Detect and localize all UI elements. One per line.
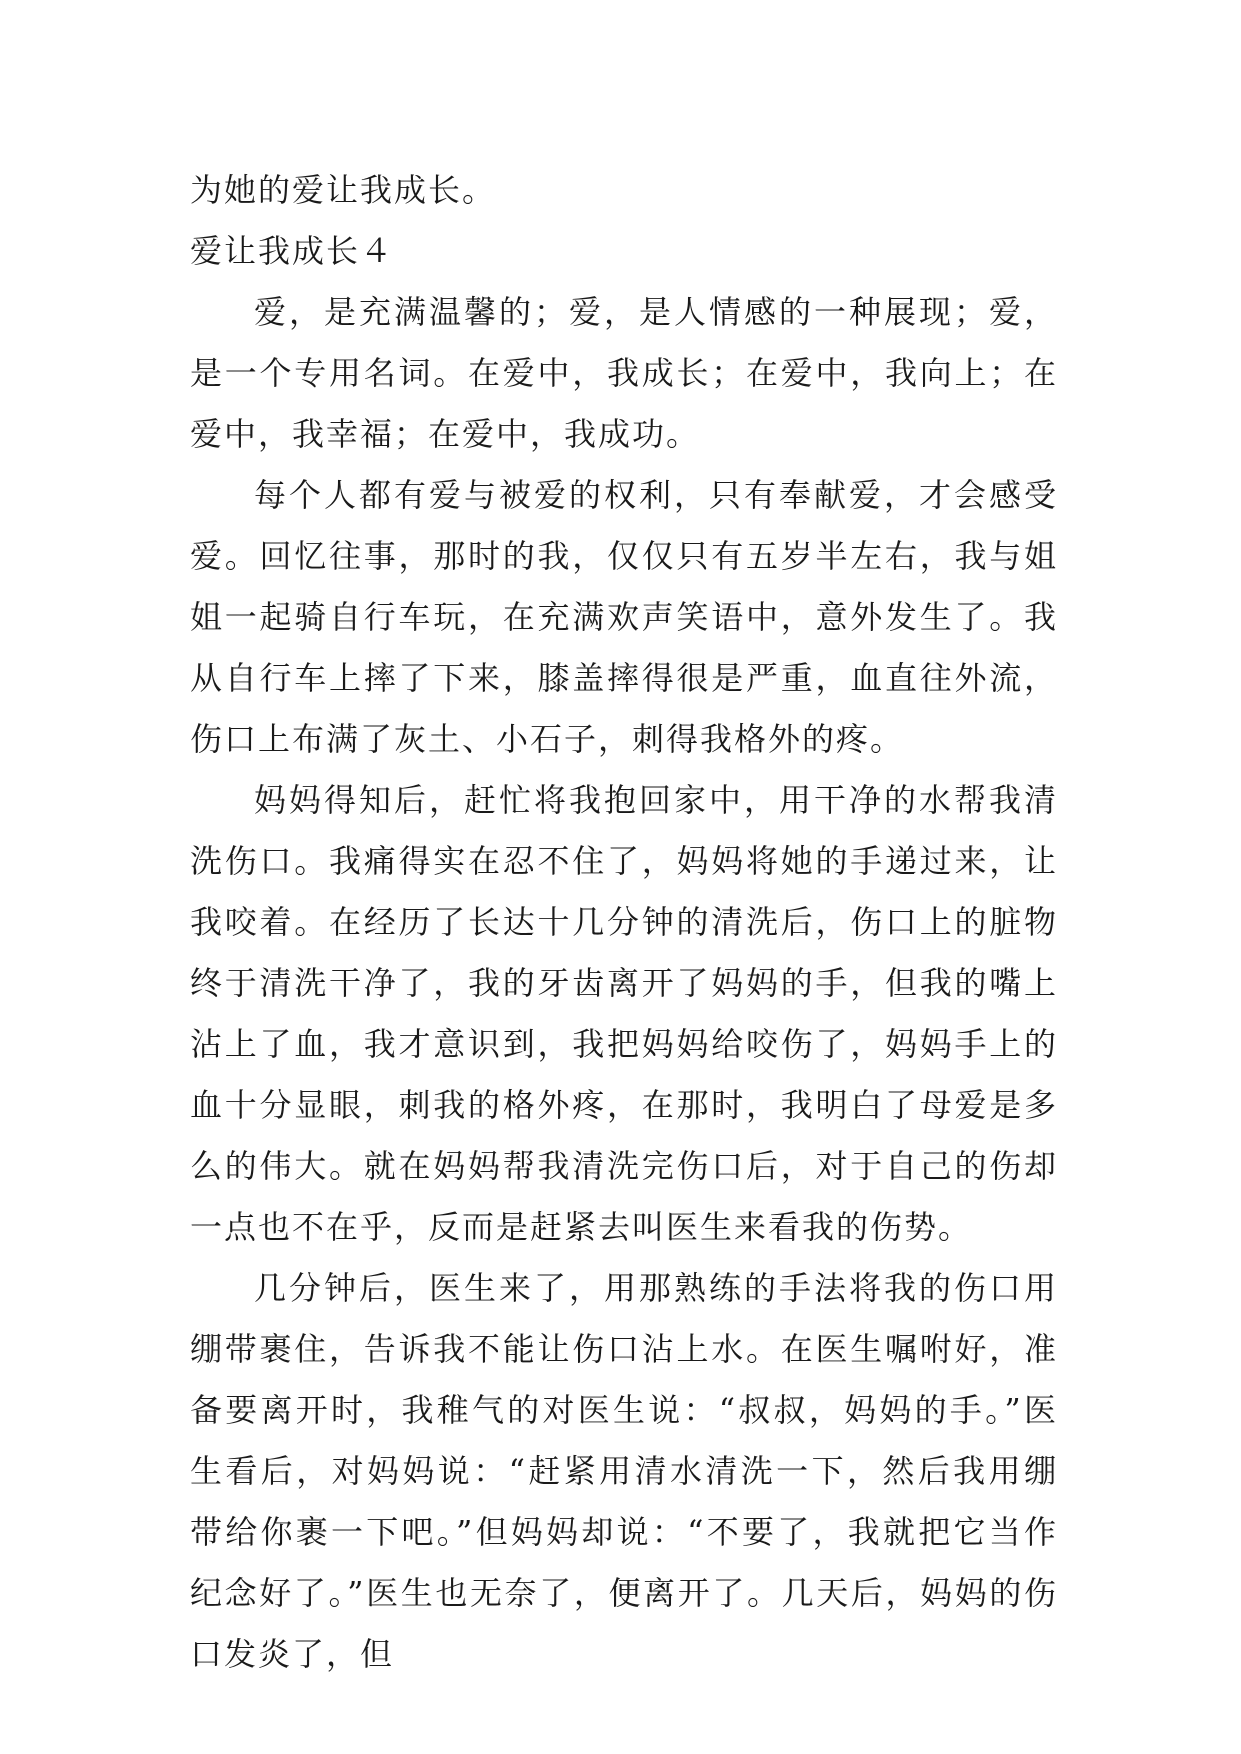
- paragraph: 爱，是充满温馨的；爱，是人情感的一种展现；爱，是一个专用名词。在爱中，我成长；在爱中，我向上；在爱中，我幸福；在爱中，我成功。: [190, 293, 1058, 453]
- opening-line: 为她的爱让我成长。: [190, 171, 497, 209]
- paragraph: 妈妈得知后，赶忙将我抱回家中，用干净的水帮我清洗伤口。我痛得实在忍不住了，妈妈将她的手递过来，让我咬着。在经历了长达十几分钟的清洗后，伤口上的脏物终于清洗干净了，我的牙齿离开了妈妈的手，但我的嘴上沾上了血，我才意识到，我把妈妈给咬伤了，妈妈手上的血十分显眼，刺我的格外疼，在那时，我明白了母爱是多么的伟大。就在妈妈帮我清洗完伤口后，对于自己的伤却一点也不在乎，反而是赶紧去叫医生来看我的伤势。: [190, 781, 1058, 1246]
- section-title: 爱让我成长４: [190, 232, 395, 270]
- paragraph: 几分钟后，医生来了，用那熟练的手法将我的伤口用绷带裹住，告诉我不能让伤口沾上水。在医生嘱咐好，准备要离开时，我稚气的对医生说：“叔叔，妈妈的手。”医生看后，对妈妈说：“赶紧用清水清洗一下，然后我用绷带给你裹一下吧。”但妈妈却说：“不要了，我就把它当作纪念好了。”医生也无奈了，便离开了。几天后，妈妈的伤口发炎了，但: [190, 1269, 1058, 1673]
- paragraph: 每个人都有爱与被爱的权利，只有奉献爱，才会感受爱。回忆往事，那时的我，仅仅只有五岁半左右，我与姐姐一起骑自行车玩，在充满欢声笑语中，意外发生了。我从自行车上摔了下来，膝盖摔得很是严重，血直往外流，伤口上布满了灰土、小石子，刺得我格外的疼。: [190, 476, 1058, 758]
- document-body: [190, 160, 1058, 1685]
